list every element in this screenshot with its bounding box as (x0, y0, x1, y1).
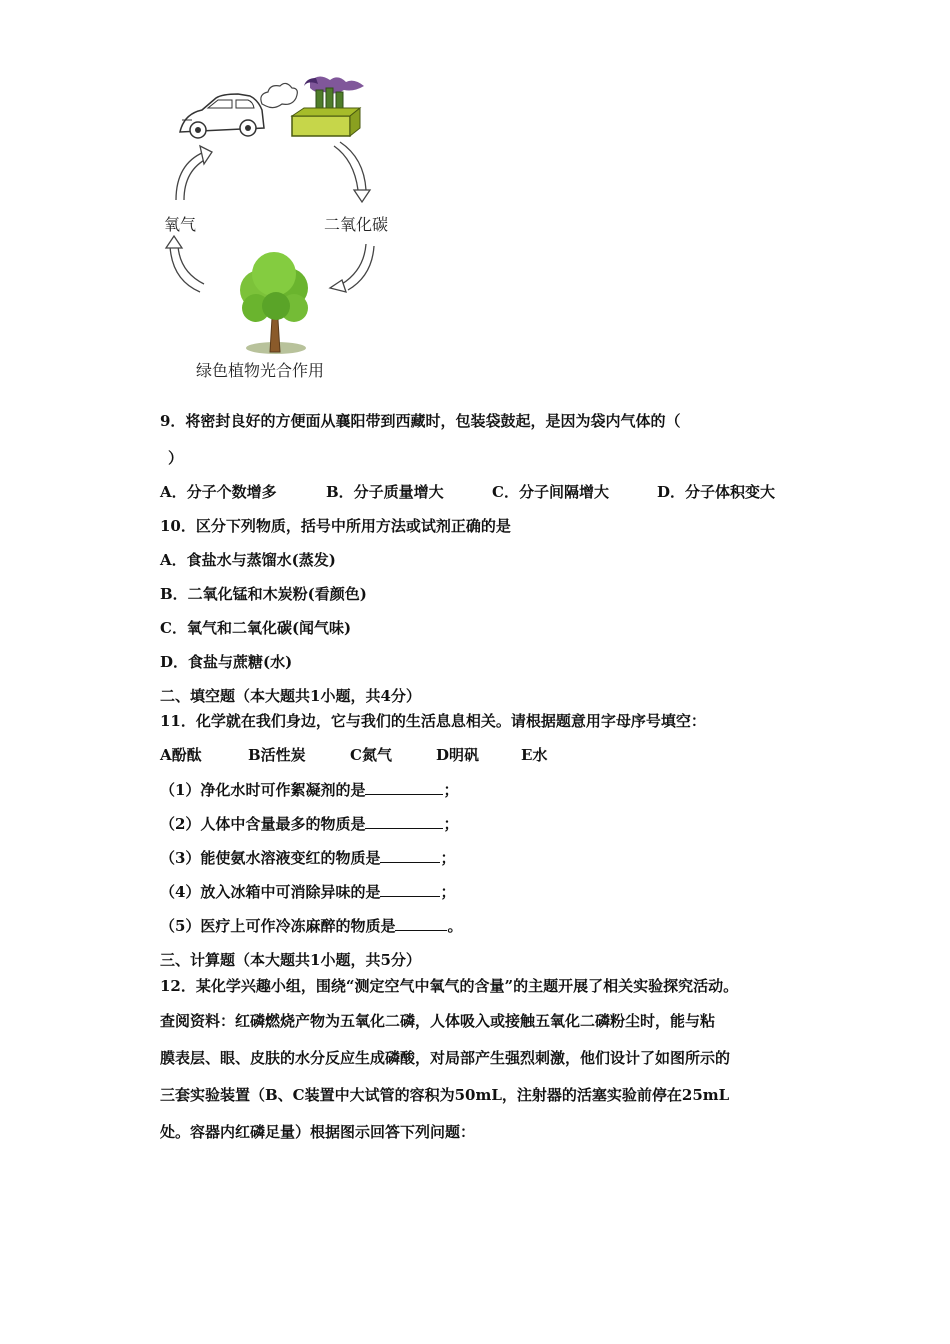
q11-item-3-text: （3）能使氨水溶液变红的物质是 (160, 849, 381, 867)
q11-choice-b: B活性炭 (248, 746, 306, 764)
answer-blank[interactable] (365, 782, 443, 795)
q11-item-2-end: ； (443, 815, 459, 833)
q9-stem-end: ） (168, 449, 184, 467)
q9-option-d: D．分子体积变大 (657, 483, 776, 501)
q11-item-2-text: （2）人体中含量最多的物质是 (160, 815, 366, 833)
q11-choice-a: A酚酞 (160, 746, 202, 764)
q12-line-5: 处。容器内红磷足量）根据图示回答下列问题： (160, 1123, 476, 1141)
q11-item-3-end: ； (440, 849, 456, 867)
q12-line-4: 三套实验装置（B、C装置中大试管的容积为50mL，注射器的活塞实验前停在25mL (160, 1086, 730, 1104)
q11-choice-c: C氮气 (350, 746, 392, 764)
q11-item-1 (160, 779, 458, 800)
q10-option-a: A．食盐水与蒸馏水(蒸发) (160, 551, 336, 569)
q11-item-5-text: （5）医疗上可作冷冻麻醉的物质是 (160, 917, 396, 935)
q12-line-3: 膜表层、眼、皮肤的水分反应生成磷酸，对局部产生强烈刺激，他们设计了如图所示的 (160, 1049, 731, 1067)
section3-heading: 三、计算题（本大题共1小题，共5分） (160, 951, 421, 969)
q9-option-b: B．分子质量增大 (326, 483, 444, 501)
q12-line-1: 12．某化学兴趣小组，围绕“测定空气中氧气的含量”的主题开展了相关实验探究活动。 (160, 977, 739, 995)
q10-option-c: C．氧气和二氧化碳(闻气味) (160, 619, 352, 637)
q11-stem: 11．化学就在我们身边，它与我们的生活息息相关。请根据题意用字母序号填空： (160, 712, 706, 730)
exhaust-cloud-icon (261, 83, 297, 107)
q9-option-c: C．分子间隔增大 (492, 483, 609, 501)
q9-stem: 9．将密封良好的方便面从襄阳带到西藏时，包装袋鼓起，是因为袋内气体的（ (160, 412, 681, 430)
q11-item-3 (160, 847, 455, 868)
answer-blank[interactable] (380, 884, 440, 897)
q11-item-2 (160, 813, 458, 834)
q10-stem: 10．区分下列物质，括号中所用方法或试剂正确的是 (160, 517, 511, 535)
q11-item-4-end: ； (440, 883, 456, 901)
answer-blank[interactable] (395, 918, 447, 931)
q11-item-4-text: （4）放入冰箱中可消除异味的是 (160, 883, 381, 901)
q9-option-a: A．分子个数增多 (160, 483, 277, 501)
q11-item-4 (160, 881, 455, 902)
arrow-co2-to-plant (330, 244, 374, 292)
answer-blank[interactable] (365, 816, 443, 829)
q11-item-1-text: （1）净化水时可作絮凝剂的是 (160, 781, 366, 799)
answer-blank[interactable] (380, 850, 440, 863)
arrow-factory-to-co2 (334, 142, 370, 202)
q11-choice-d: D明矾 (436, 746, 480, 764)
q11-item-1-end: ； (443, 781, 459, 799)
label-co2: 二氧化碳 (324, 215, 389, 234)
arrow-plant-to-oxygen (166, 236, 204, 292)
carbon-cycle-figure (158, 70, 408, 385)
label-photosynthesis: 绿色植物光合作用 (196, 361, 325, 380)
q11-choice-e: E水 (521, 746, 548, 764)
section2-heading: 二、填空题（本大题共1小题，共4分） (160, 687, 421, 705)
arrow-oxygen-to-car (176, 146, 212, 200)
factory-icon (292, 76, 364, 136)
car-icon (180, 94, 264, 138)
q12-line-2: 查阅资料：红磷燃烧产物为五氧化二磷，人体吸入或接触五氧化二磷粉尘时，能与粘 (160, 1012, 716, 1030)
q10-option-d: D．食盐与蔗糖(水) (160, 653, 293, 671)
tree-icon (240, 252, 308, 354)
label-oxygen: 氧气 (164, 215, 197, 234)
q10-option-b: B．二氧化锰和木炭粉(看颜色) (160, 585, 367, 603)
q11-item-5-end: 。 (447, 917, 463, 935)
q11-item-5 (160, 915, 462, 936)
